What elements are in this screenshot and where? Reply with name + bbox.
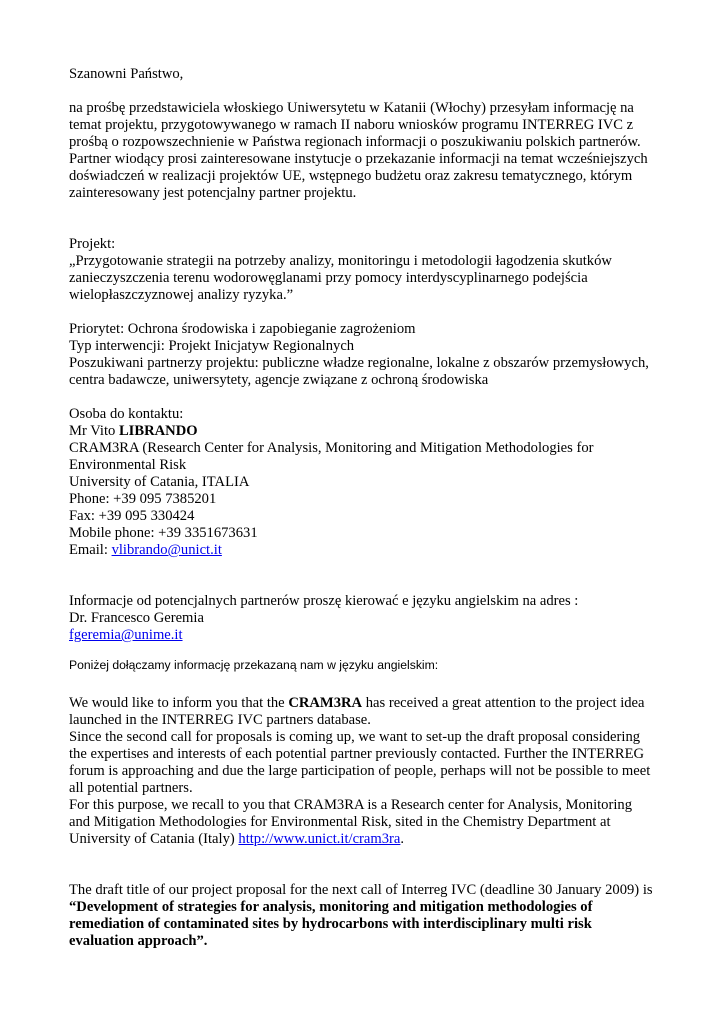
english-line [69,695,669,712]
english-line: all potential partners. [69,780,193,796]
draft-title-line: evaluation approach”. [69,933,208,949]
draft-title-line: remediation of contaminated sites by hydrocarbons with interdisciplinary multi risk [69,916,592,932]
intro-line: na prośbę przedstawiciela włoskiego Uniwersytetu w Katanii (Włochy) przesyłam informację na [69,100,634,116]
contact-label: Osoba do kontaktu: [69,406,184,422]
contact-name-prefix: Mr Vito [69,423,119,439]
priority-line: Priorytet: Ochrona środowiska i zapobieganie zagrożeniom [69,321,416,337]
english-text: University of Catania (Italy) [69,831,239,847]
intro-line: Partner wiodący prosi zainteresowane instytucje o przekazanie informacji na temat wcześniejszych [69,151,648,167]
project-title-line: wielopłaszczyznowej analizy ryzyka.” [69,287,294,303]
contact-surname: LIBRANDO [118,423,198,439]
greeting: Szanowni Państwo, [69,66,184,82]
contact-name [69,423,669,440]
intro-line: prośbą o rozpowszechnienie w Państwa regionach informacji o poszukiwaniu polskich partnerów. [69,134,641,150]
contact-fax: Fax: +39 095 330424 [69,508,195,524]
contact-mobile: Mobile phone: +39 3351673631 [69,525,258,541]
intro-line: doświadczeń w realizacji projektów UE, wstępnego budżetu oraz zakresu tematycznego, którym [69,168,633,184]
english-line: launched in the INTERREG IVC partners database. [69,712,371,728]
project-details [69,321,669,389]
project-title-line: „Przygotowanie strategii na potrzeby analizy, monitoringu i metodologii łagodzenia skutków [69,253,612,269]
english-section [69,695,669,848]
intro-paragraph [69,100,669,202]
contact-org-line: CRAM3RA (Research Center for Analysis, Monitoring and Mitigation Methodologies for [69,440,594,456]
project-label: Projekt: [69,236,116,252]
project-section [69,236,669,304]
contact-org-line: Environmental Risk [69,457,187,473]
intervention-line: Typ interwencji: Projekt Inicjatyw Regionalnych [69,338,355,354]
english-line: the expertises and interests of each potential partner previously contacted. Further the INTERREG [69,746,645,762]
contact-email-label: Email: [69,542,112,558]
contact-section [69,406,669,559]
draft-title-line: “Development of strategies for analysis, monitoring and mitigation methodologies of [69,899,593,915]
contact-email-line [69,542,669,559]
reply-email-link[interactable]: fgeremia@unime.it [69,627,183,643]
contact-email-link[interactable]: vlibrando@unict.it [111,542,222,558]
contact-phone: Phone: +39 095 7385201 [69,491,217,507]
english-text: has received a great attention to the project idea [362,695,645,711]
intro-line: temat projektu, przygotowywanego w ramach II naboru wniosków programu INTERREG IVC z [69,117,634,133]
english-text: . [400,831,405,847]
english-line: For this purpose, we recall to you that CRAM3RA is a Research center for Analysis, Monitoring [69,797,632,813]
english-line: forum is approaching and due the large participation of people, perhaps will not be possible to meet [69,763,651,779]
english-line: and Mitigation Methodologies for Environmental Risk, sited in the Chemistry Department at [69,814,611,830]
cram3ra-website-link[interactable]: http://www.unict.it/cram3ra [238,831,401,847]
reply-instruction: Informacje od potencjalnych partnerów proszę kierować e języku angielskim na adres : [69,593,579,609]
letter-document [69,66,669,950]
project-title-line: zanieczyszczenia terenu wodorowęglanami przy pomocy interdyscyplinarnego podejścia [69,270,588,286]
reply-name: Dr. Francesco Geremia [69,610,204,626]
english-text: We would like to inform you that the [69,695,289,711]
english-note: Poniżej dołączamy informację przekazaną nam w języku angielskim: [69,658,439,672]
english-line [69,831,669,848]
contact-university: University of Catania, ITALIA [69,474,250,490]
reply-section [69,593,669,644]
partners-line: centra badawcze, uniwersytety, agencje związane z ochroną środowiska [69,372,489,388]
intro-line: zainteresowany jest potencjalny partner projektu. [69,185,357,201]
english-line: The draft title of our project proposal for the next call of Interreg IVC (deadline 30 January 2009) is [69,882,653,898]
english-line: Since the second call for proposals is coming up, we want to set-up the draft proposal considering [69,729,641,745]
draft-title-section [69,882,669,950]
cram3ra-bold: CRAM3RA [288,695,363,711]
reply-email-line [69,627,669,644]
partners-line: Poszukiwani partnerzy projektu: publiczne władze regionalne, lokalne z obszarów przemysłowych, [69,355,649,371]
